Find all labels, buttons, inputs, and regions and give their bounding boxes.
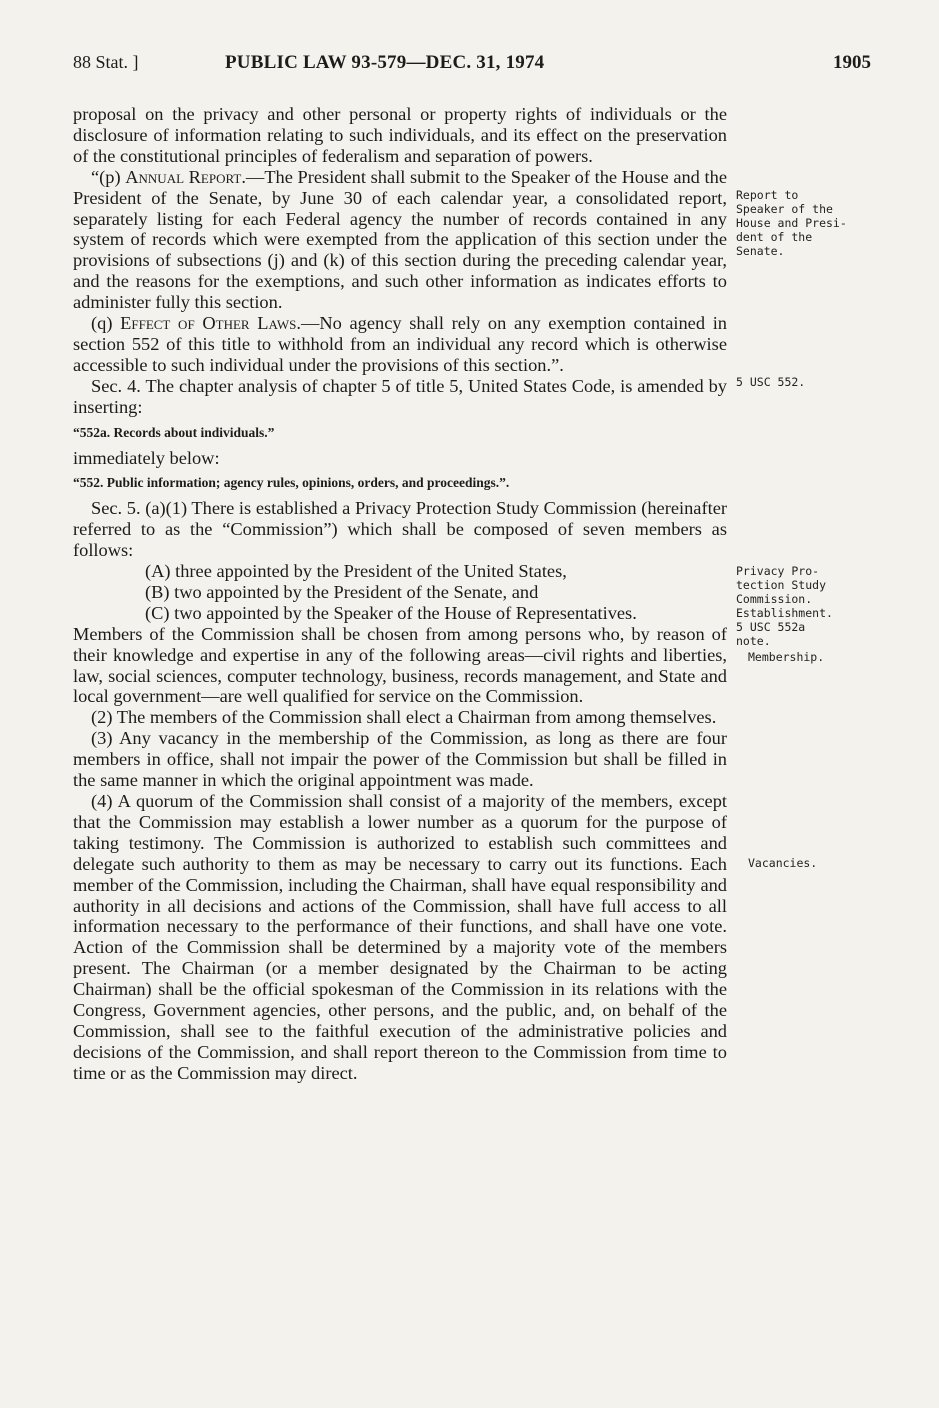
subsection-q-text: —No agency shall rely on any exemption contained in section 552 of this title to withhold from an individual any record which is otherwise accessible to such individual under the provisions of this section.”. [73,313,727,375]
paragraph-immediately-below: immediately below: [73,447,220,468]
margin-note-line: House and Presi- [736,216,847,230]
margin-note-vacancies [748,856,878,870]
subsection-q-label: (q) [91,313,121,334]
paragraph-effect-of-other-laws [73,313,727,376]
margin-note-line: note. [736,634,771,648]
margin-note-line: Membership. [748,650,825,664]
margin-note-line: Vacancies. [748,856,818,870]
margin-note-line: tection Study [736,578,827,592]
paragraph-sec-4: Sec. 4. The chapter analysis of chapter 5 of title 5, United States Code, is amended by inserting: [73,375,727,417]
subsection-p-text: —The President shall submit to the Speaker of the House and the President of the Senate, by June 30 of each calendar year, a consolidated report, separately listing for each Federal agency the number of records contained in any system of records which were exempted from the application of this section under the provisions of subsections (j) and (k) of this section during the preceding calendar year, and the reasons for the exemptions, and such other information as indicates efforts to administer fully this section. [73,166,727,313]
paragraph-vacancy: (3) Any vacancy in the membership of the Commission, as long as there are four members in office, shall not impair the power of the Commission but shall be filled in the same manner in which the original appointment was made. [73,728,727,791]
margin-note-line: Senate. [736,244,785,258]
list-item-a: (A) three appointed by the President of the United States, [145,561,567,582]
body-text [73,104,727,1084]
margin-note-report [736,188,866,258]
margin-note-line: 5 USC 552. [736,375,806,389]
margin-note-line: 5 USC 552a [736,620,806,634]
margin-note-membership [748,650,878,664]
margin-note-line: dent of the [736,230,813,244]
paragraph-quorum: (4) A quorum of the Commission shall consist of a majority of the members, except that the Commission may establish a lower number as a quorum for the purpose of taking testimony. The Commission is authorized to establish such committees and delegate such authority to them as may be necessary to carry out its functions. Each member of the Commission, including the Chairman, shall have equal responsibility and authority in all decisions and actions of the Commission, shall have full access to all information necessary to the performance of their functions, and shall have one vote. Action of the Commission shall be determined by a majority vote of the members present. The Chairman (or a member designated by the Chairman to be acting Chairman) shall be the official spokesman of the Commission in its relations with the Congress, Government agencies, other persons, and the public, and, on behalf of the Commission, shall see to the faithful execution of the administrative policies and decisions of the Commission, and shall report thereon to the Commission from time to time or as the Commission may direct. [73,791,727,1083]
margin-note-privacy-commission [736,564,866,648]
subsection-p-label: “(p) [91,166,126,187]
paragraph-members-qualifications: Members of the Commission shall be chosen from among persons who, by reason of their knowledge and expertise in any of the following areas—civil rights and liberties, law, social sciences, computer technology, business, records management, and State and local government—are well qualified for service on the Commission. [73,623,727,707]
margin-note-line: Commission. [736,592,813,606]
header-statute: 88 Stat. ] [73,52,139,72]
margin-note-line: Speaker of the [736,202,833,216]
margin-note-line: Report to [736,188,799,202]
margin-note-5-usc-552 [736,375,866,389]
subsection-p-heading: Annual Report. [125,166,246,187]
inserted-line-552: “552. Public information; agency rules, opinions, orders, and proceedings.”. [73,475,510,491]
subsection-q-heading: Effect of Other Laws. [120,313,301,334]
paragraph-annual-report [73,167,727,313]
paragraph-chairman: (2) The members of the Commission shall elect a Chairman from among themselves. [91,707,717,728]
paragraph-proposal: proposal on the privacy and other personal or property rights of individuals or the disclosure of information relating to such individuals, and its effect on the preservation of the constitutional principles of federalism and separation of powers. [73,104,727,166]
list-item-b: (B) two appointed by the President of the Senate, and [145,581,539,602]
margin-note-line: Privacy Pro- [736,564,820,578]
header-title: PUBLIC LAW 93-579—DEC. 31, 1974 [225,52,545,73]
margin-note-line: Establishment. [736,606,833,620]
inserted-line-552a: “552a. Records about individuals.” [73,424,275,440]
header-page-number: 1905 [833,52,871,73]
list-item-c: (C) two appointed by the Speaker of the House of Representatives. [145,602,637,623]
paragraph-sec-5: Sec. 5. (a)(1) There is established a Privacy Protection Study Commission (hereinafter referred to as the “Commission”) which shall be composed of seven members as follows: [73,498,727,561]
